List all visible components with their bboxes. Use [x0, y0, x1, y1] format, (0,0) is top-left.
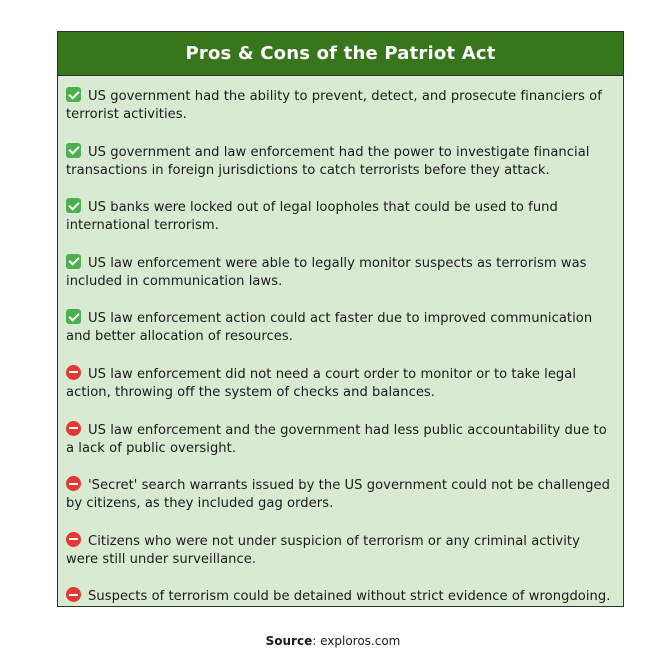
no-entry-icon [66, 421, 81, 436]
no-entry-icon [66, 476, 81, 491]
item-text: 'Secret' search warrants issued by the US government could not be challenged by citizens, as they included gag orders. [66, 478, 610, 512]
list-item [66, 532, 615, 569]
card-header [58, 32, 623, 76]
item-text: Suspects of terrorism could be detained without strict evidence of wrongdoing. [88, 589, 611, 605]
list-item [66, 143, 615, 180]
list-item [66, 587, 615, 606]
item-text: US banks were locked out of legal loopholes that could be used to fund international terrorism. [66, 200, 558, 234]
source-credit [0, 634, 666, 648]
no-entry-icon [66, 532, 81, 547]
item-text: US government and law enforcement had the power to investigate financial transactions in foreign jurisdictions to catch terrorists before they attack. [66, 144, 590, 178]
no-entry-icon [66, 587, 81, 602]
source-value: : exploros.com [312, 634, 401, 648]
list-item [66, 309, 615, 346]
list-item [66, 476, 615, 513]
check-mark-icon [66, 198, 81, 213]
check-mark-icon [66, 87, 81, 102]
items-list [58, 76, 623, 606]
item-text: US law enforcement were able to legally monitor suspects as terrorism was included in communication laws. [66, 255, 587, 289]
list-item [66, 365, 615, 402]
list-item [66, 198, 615, 235]
item-text: US law enforcement action could act faster due to improved communication and better allocation of resources. [66, 311, 593, 345]
check-mark-icon [66, 309, 81, 324]
card-title: Pros & Cons of the Patriot Act [185, 43, 496, 64]
no-entry-icon [66, 365, 81, 380]
list-item [66, 254, 615, 291]
list-item [66, 87, 615, 124]
source-label: Source [265, 634, 313, 648]
pros-cons-card [57, 31, 624, 607]
list-item [66, 421, 615, 458]
item-text: US law enforcement and the government had less public accountability due to a lack of public oversight. [66, 422, 607, 456]
item-text: Citizens who were not under suspicion of terrorism or any criminal activity were still under surveillance. [66, 533, 580, 567]
item-text: US government had the ability to prevent, detect, and prosecute financiers of terrorist activities. [66, 89, 602, 122]
check-mark-icon [66, 254, 81, 269]
check-mark-icon [66, 143, 81, 158]
item-text: US law enforcement did not need a court order to monitor or to take legal action, throwing off the system of checks and balances. [66, 366, 577, 400]
